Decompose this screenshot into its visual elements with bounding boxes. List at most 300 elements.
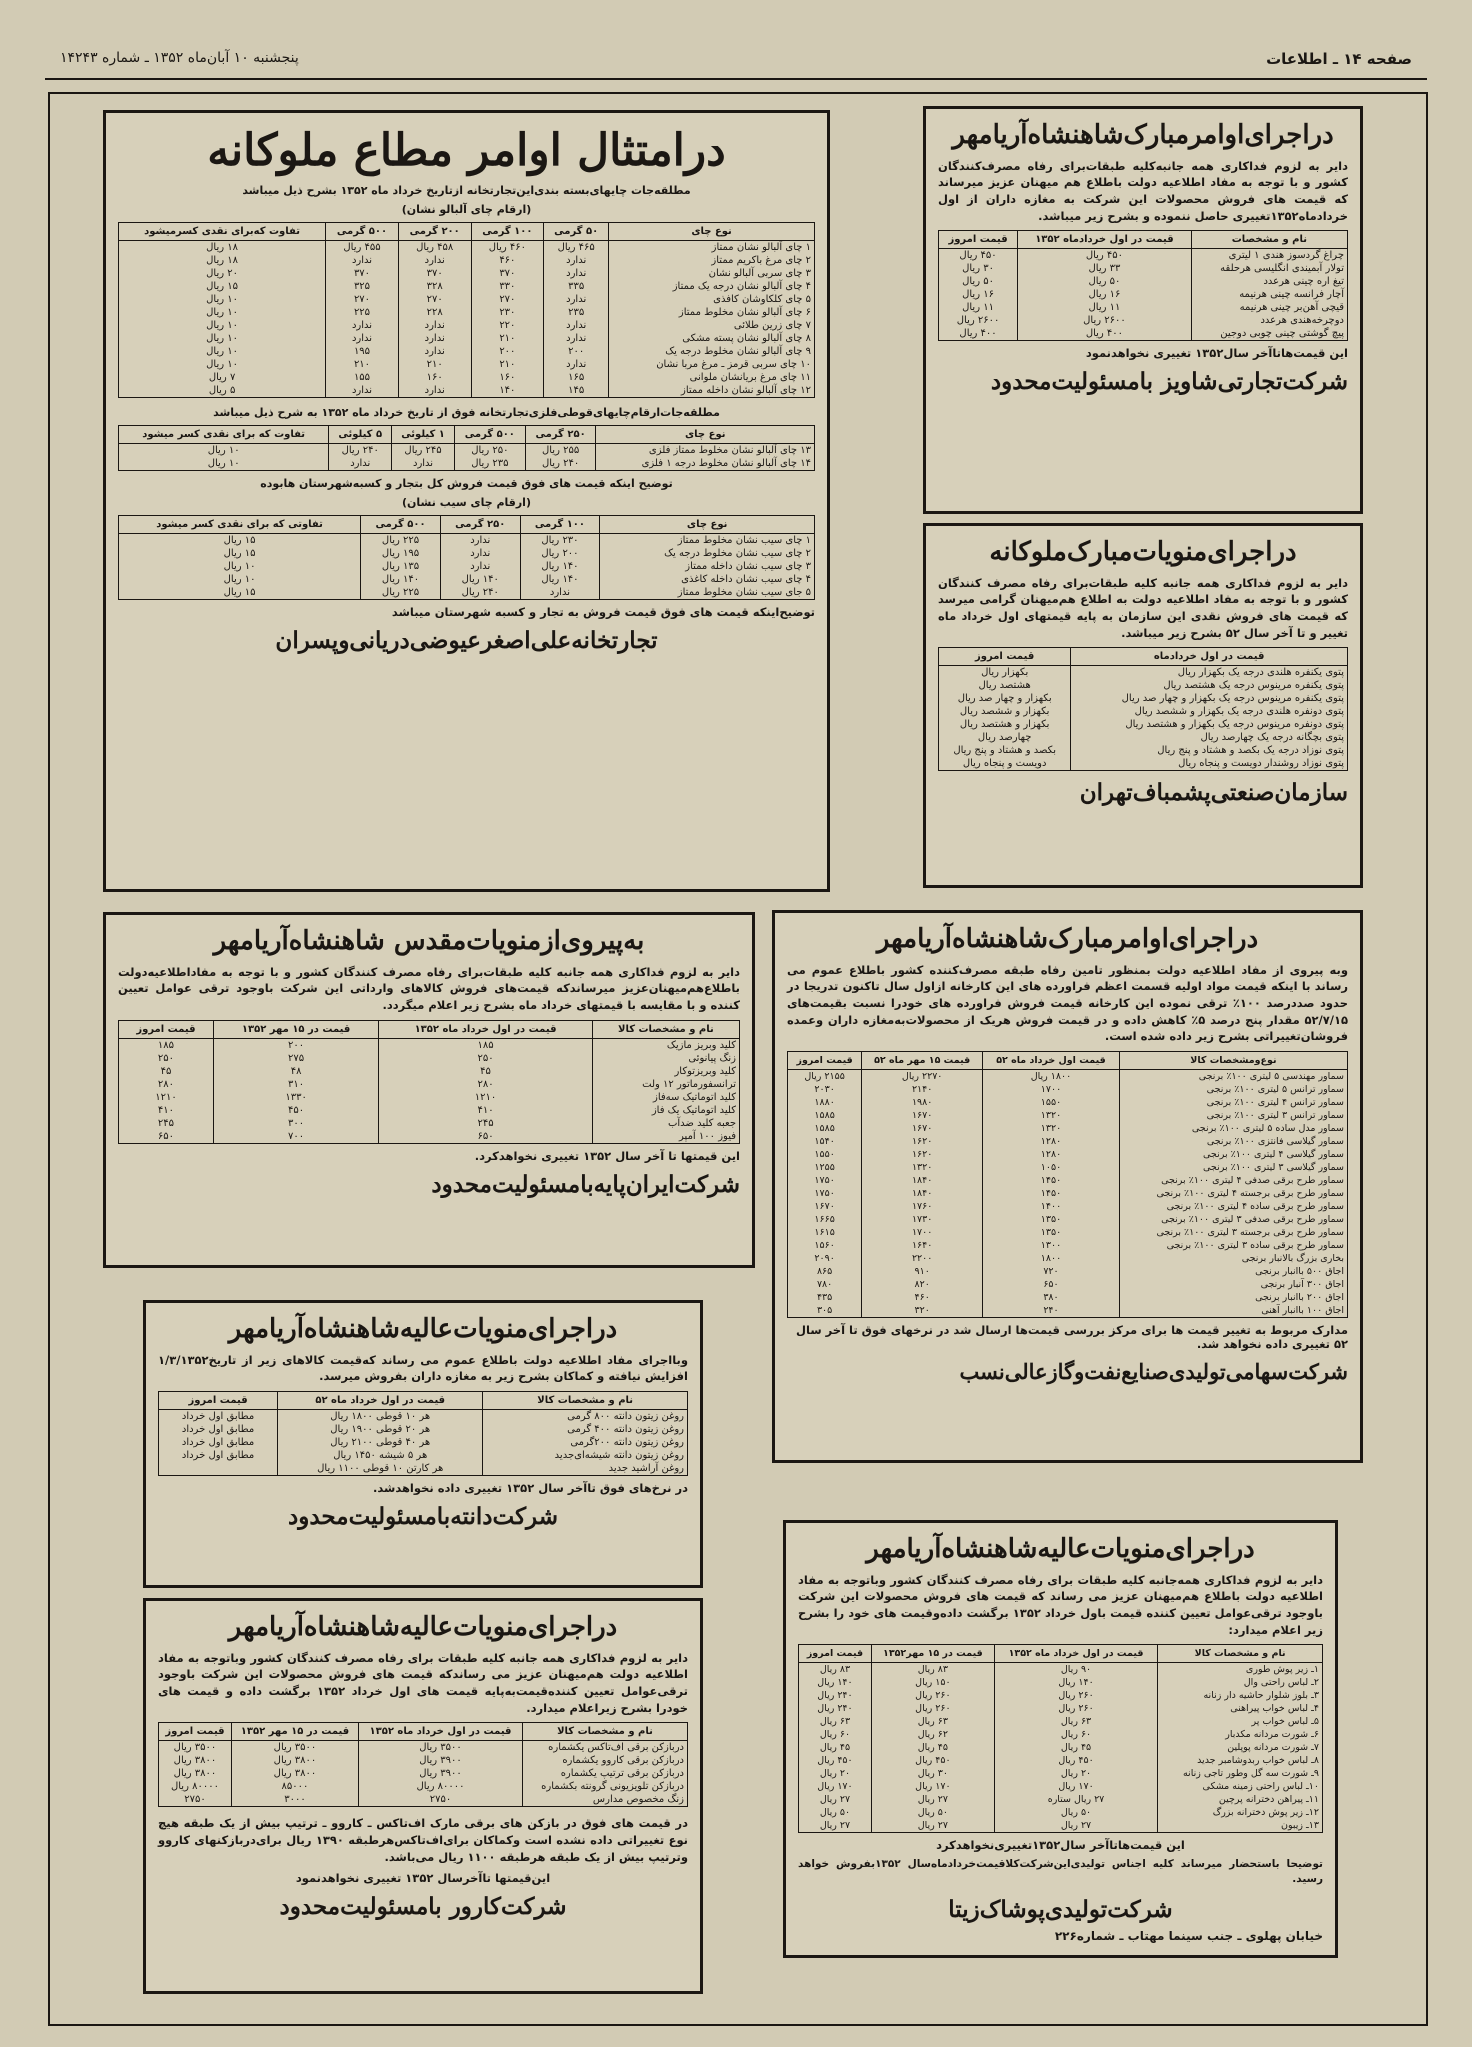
price-cell: ندارد bbox=[544, 332, 609, 345]
ad-tea-note-1: توضیح اینکه قیمت های فوق قیمت فروش کل بتجار و کسبه‌شهرستان هابوده bbox=[260, 477, 673, 490]
table-row bbox=[939, 288, 1348, 301]
price-cell: ۱۰ ریال bbox=[207, 458, 240, 469]
price-cell: ۳۰۰ bbox=[213, 1117, 378, 1130]
table-row bbox=[159, 1754, 688, 1767]
price-cell: ۲۷ ریال ستاره bbox=[994, 1793, 1157, 1806]
table-header: ۵۰۰ گرمی bbox=[361, 516, 441, 534]
price-cell: ۱۲۵۵ bbox=[814, 1161, 835, 1173]
table-header: قیمت در ۱۵ مهر ۱۳۵۲ bbox=[213, 1020, 378, 1038]
table-row bbox=[939, 249, 1348, 263]
oil-table-body bbox=[159, 1409, 688, 1475]
price-cell: ۲۰ ریال bbox=[994, 1767, 1157, 1780]
price-cell: ۳۰ ریال bbox=[962, 263, 994, 275]
price-cell: مطابق اول خرداد bbox=[181, 1410, 255, 1422]
table-header: نام و مشخصات کالا bbox=[1158, 1645, 1323, 1663]
price-cell: ۲۲۵ bbox=[326, 306, 399, 319]
table-header-row bbox=[939, 231, 1348, 249]
table-row bbox=[119, 280, 815, 293]
table-row bbox=[799, 1741, 1323, 1754]
item-name-cell: پتوی نوزاد درجه یک بکصد و هشتاد و پنج ریال bbox=[1071, 744, 1348, 757]
price-cell: ندارد bbox=[326, 384, 399, 398]
price-cell: ۲۱۰ bbox=[471, 332, 544, 345]
item-name-cell: فیوز ۱۰۰ آمپر bbox=[592, 1130, 739, 1144]
item-name-cell: پتوی بچگانه درجه یک چهارصد ریال bbox=[1071, 731, 1348, 744]
ad-zipper-title: به‌پیروی‌از‌منویات‌مقدس شاهنشاه‌آریامهر bbox=[213, 926, 645, 956]
price-cell: ۲۲۰ bbox=[471, 319, 544, 332]
item-name-cell: تولار آبمیندی انگلیسی هرحلقه bbox=[1191, 262, 1347, 275]
table-header: قیمت امروز bbox=[788, 1051, 862, 1069]
table-row bbox=[939, 301, 1348, 314]
ad-pashmbaf-signature: سازمان‌صنعتی‌پشمباف‌تهران bbox=[1079, 779, 1348, 807]
table-header: قیمت امروز bbox=[939, 231, 1018, 249]
table-header-row bbox=[119, 223, 815, 241]
item-name-cell: ۱۲ چای آلبالو نشان داخله ممتاز bbox=[609, 384, 815, 398]
price-cell: ۱۷۳۰ bbox=[862, 1213, 983, 1226]
ad-carver-signature: شرکت‌کارور بامسئولیت‌محدود bbox=[279, 1893, 567, 1921]
price-cell: ۸۵۰۰۰ bbox=[231, 1780, 358, 1793]
price-cell: ۳۷۰ bbox=[398, 267, 471, 280]
table-row bbox=[119, 1065, 740, 1078]
pashmbaf-table bbox=[938, 647, 1348, 771]
ad-tea-title: درامتثال اوامر مطاع ملوکانه bbox=[207, 125, 726, 176]
price-cell: ۸۶۵ bbox=[816, 1265, 833, 1277]
price-cell: ۲۱۰ bbox=[398, 358, 471, 371]
price-cell: ۲۰۰ bbox=[213, 1038, 378, 1052]
item-name-cell: ۴ـ لباس خواب پیراهنی bbox=[1158, 1702, 1323, 1715]
item-name-cell: ۱۲ـ زیر پوش دخترانه بزرگ bbox=[1158, 1806, 1323, 1819]
table-header: ۲۵۰ گرمی bbox=[525, 426, 596, 444]
table-header: قیمت در ۱۵ مهر ۱۳۵۲ bbox=[231, 1723, 358, 1741]
price-cell: ۱۹۵ ریال bbox=[361, 547, 441, 560]
price-cell: ۴۶۰ bbox=[471, 254, 544, 267]
table-row bbox=[799, 1754, 1323, 1767]
item-name-cell: اجاق ۳۰۰ آنبار برنجی bbox=[1119, 1278, 1347, 1291]
clothing-table-body bbox=[799, 1663, 1323, 1833]
table-row bbox=[799, 1676, 1323, 1689]
table-header-row bbox=[799, 1645, 1323, 1663]
table-header: ۵۰ گرمی bbox=[544, 223, 609, 241]
tea-table-2 bbox=[118, 425, 815, 471]
price-cell: بکصد و هشتاد و پنج ریال bbox=[953, 745, 1056, 757]
price-cell: ۴۳۵ bbox=[816, 1291, 833, 1303]
table-header: ۱۰۰ گرمی bbox=[471, 223, 544, 241]
table-row bbox=[159, 1462, 688, 1476]
item-name-cell: ۶ـ شورت مردانه مکدبار bbox=[1158, 1728, 1323, 1741]
item-name-cell: قیچی آهن‌بر چینی هرنیمه bbox=[1191, 301, 1347, 314]
price-cell: ۱۰ ریال bbox=[207, 445, 240, 456]
table-row bbox=[799, 1793, 1323, 1806]
price-cell: ۱۶۷۰ bbox=[862, 1122, 983, 1135]
carver-table bbox=[158, 1722, 688, 1807]
price-cell: ۳۸۰۰ ریال bbox=[173, 1768, 217, 1780]
price-cell: ۶۵۰ bbox=[157, 1130, 175, 1142]
price-cell: ۲۸۰ bbox=[379, 1078, 592, 1091]
price-cell: ۱۴۰۰ bbox=[983, 1200, 1120, 1213]
table-header: قیمت امروز bbox=[119, 1020, 214, 1038]
price-cell: ۱۰ ریال bbox=[206, 333, 238, 344]
price-cell: ۲۵۰ bbox=[379, 1052, 592, 1065]
table-row bbox=[788, 1069, 1348, 1083]
table-row bbox=[799, 1715, 1323, 1728]
table-row bbox=[119, 1052, 740, 1065]
ad-samovar-body: وبه پیروی از مفاد اطلاعیه دولت بمنظور تامین رفاه طبقه مصرف‌کننده کشور باطلاع عموم می رساند با اینکه قیمت مواد اولیه قسمت اعظم فراورده های این کارخانه ازاول سال تاکنون تدریجا در حدود صددرصد ۱۰۰٪ ترقی نموده این کارخانه قیمت فروش فراورده های خودرا نسبت بقیمت‌های ۵۲/۷/۱۵ مقدار پنج درصد ۵٪ کاهش داده و در قیمت فروش هریک از محصولات‌به‌مغازه داران وعمده فروشان‌تغییراتی بشرح زیر داده شده است. bbox=[787, 962, 1348, 1044]
table-row bbox=[788, 1265, 1348, 1278]
item-name-cell: اجاق ۱۰۰ باانبار آهنی bbox=[1119, 1304, 1347, 1318]
item-name-cell: ۴ چای آلبالو نشان درجه یک ممتاز bbox=[609, 280, 815, 293]
table-header-row bbox=[939, 648, 1348, 666]
price-cell: ۲۴۰ ریال bbox=[817, 1703, 853, 1715]
table-row bbox=[939, 314, 1348, 327]
price-cell: ۲۷۵۰ bbox=[359, 1793, 523, 1807]
table-row bbox=[119, 573, 815, 586]
table-row bbox=[119, 1130, 740, 1144]
table-row bbox=[939, 327, 1348, 341]
ad-carver-body-2: در قیمت های فوق در بازکن های برقی مارک اف‌تاکس ـ کاروو ـ ترتیپ بیش از یک طبقه هیچ نوع تغییراتی داده نشده است وکماکان برای‌اف‌تاکس‌هرطبقه ۱۳۹۰ ریال برای‌دربازکنهای کاروو وترتیپ بیش از یک طبقه هرطبقه ۱۱۰۰ ریال می‌باشد. bbox=[158, 1816, 688, 1864]
price-cell: ۲۸۰ bbox=[157, 1078, 175, 1090]
ad-tea bbox=[103, 110, 830, 892]
price-cell: ۱۸۵ bbox=[379, 1038, 592, 1052]
item-name-cell: روغن زیتون دانته ۲۰۰گرمی bbox=[483, 1436, 688, 1449]
samovar-table bbox=[787, 1051, 1348, 1318]
price-cell: ۱۵ ریال bbox=[223, 535, 256, 546]
table-header: نام و مشخصات bbox=[1191, 231, 1347, 249]
price-cell: ۲۳۵ bbox=[544, 306, 609, 319]
price-cell: ۴۶۰ ریال bbox=[471, 241, 544, 255]
price-cell: ۱۲۱۰ bbox=[379, 1091, 592, 1104]
price-cell: ۵ ریال bbox=[208, 385, 236, 396]
price-cell: ندارد bbox=[398, 254, 471, 267]
table-row bbox=[119, 306, 815, 319]
table-row bbox=[788, 1252, 1348, 1265]
price-cell: ۱۰ ریال bbox=[206, 320, 238, 331]
ad-lamp bbox=[923, 106, 1363, 514]
price-cell: ۳۹۰۰ ریال bbox=[359, 1754, 523, 1767]
price-cell: ۱۴۰ ریال bbox=[520, 573, 600, 586]
price-cell: ندارد bbox=[326, 254, 399, 267]
price-cell: بکهزار و ششصد ریال bbox=[959, 706, 1050, 718]
table-row bbox=[799, 1728, 1323, 1741]
table-header: ۱۰۰ گرمی bbox=[520, 516, 600, 534]
table-header: نوع چای bbox=[609, 223, 815, 241]
zipper-table bbox=[118, 1020, 740, 1144]
price-cell: ۸۳ ریال bbox=[819, 1664, 851, 1676]
price-cell: ۳۱۰ bbox=[213, 1078, 378, 1091]
price-cell: ۳۳ ریال bbox=[1018, 262, 1192, 275]
price-cell: ۳۲۸ bbox=[398, 280, 471, 293]
ad-tea-brand: (ارقام چای آلبالو نشان) bbox=[401, 203, 532, 216]
table-row bbox=[119, 319, 815, 332]
price-cell: ۱۵۵۰ bbox=[814, 1148, 835, 1160]
ad-tea-note-2: توضیح‌اینکه قیمت های فوق قیمت فروش به تجار و کسبه شهرستان میباشد bbox=[391, 605, 815, 619]
price-cell: ۶۳ ریال bbox=[871, 1715, 994, 1728]
price-cell: ۳۵۰۰ ریال bbox=[173, 1742, 217, 1754]
item-name-cell: جعبه کلید ضدآب bbox=[592, 1117, 739, 1130]
item-name-cell: سماور ترانس ۳ لیتری ۱۰۰٪ برنجی bbox=[1119, 1109, 1347, 1122]
table-row bbox=[788, 1083, 1348, 1096]
price-cell: ۱۶۵ bbox=[544, 371, 609, 384]
table-row bbox=[119, 1091, 740, 1104]
table-header: نام و مشخصات کالا bbox=[592, 1020, 739, 1038]
oil-table bbox=[158, 1391, 688, 1476]
table-row bbox=[799, 1780, 1323, 1793]
price-cell: ۱۷۰ ریال bbox=[994, 1780, 1157, 1793]
ad-zipper bbox=[103, 912, 755, 1268]
price-cell: ۱۶ ریال bbox=[962, 289, 994, 301]
price-cell: ۲۳۰ ریال bbox=[520, 534, 600, 548]
item-name-cell: تیغ اره چینی هرعدد bbox=[1191, 275, 1347, 288]
price-cell: ۱۸ ریال bbox=[206, 242, 238, 253]
item-name-cell: اجاق ۲۰۰ باانبار برنجی bbox=[1119, 1291, 1347, 1304]
table-row bbox=[788, 1213, 1348, 1226]
table-row bbox=[119, 444, 815, 458]
item-name-cell: ۶ چای آلبالو نشان مخلوط ممتاز bbox=[609, 306, 815, 319]
item-name-cell: ۲ چای سیب نشان مخلوط درجه یک bbox=[600, 547, 815, 560]
price-cell: ۱۰ ریال bbox=[206, 307, 238, 318]
table-row bbox=[788, 1200, 1348, 1213]
price-cell: ندارد bbox=[326, 332, 399, 345]
item-name-cell: ۳ـ بلوز شلوار حاشیه دار زنانه bbox=[1158, 1689, 1323, 1702]
price-cell: هر ۴۰ قوطی ۲۱۰۰ ریال bbox=[278, 1436, 483, 1449]
price-cell: ۴۱۰ bbox=[157, 1104, 175, 1116]
price-cell: ندارد bbox=[326, 319, 399, 332]
item-name-cell: دربازکن تلویزیونی گرونته بکشماره bbox=[522, 1780, 687, 1793]
table-row bbox=[119, 254, 815, 267]
lamp-table-body bbox=[939, 249, 1348, 341]
table-header: تفاوت که برای نقدی کسر میشود bbox=[119, 426, 329, 444]
item-name-cell: پتوی دونفره هلندی درجه یک بکهزار و ششصد ریال bbox=[1071, 705, 1348, 718]
table-row bbox=[939, 692, 1348, 705]
price-cell: ۴۵۰ ریال bbox=[817, 1755, 853, 1767]
price-cell: ۱۵۵ bbox=[326, 371, 399, 384]
table-header: قیمت اول خرداد ماه ۵۲ bbox=[983, 1051, 1120, 1069]
price-cell: ۴۶۰ bbox=[862, 1291, 983, 1304]
item-name-cell: دربازکن برقی ترتیپ یکشماره bbox=[522, 1767, 687, 1780]
price-cell: ۳۷۰ bbox=[471, 267, 544, 280]
table-row bbox=[119, 371, 815, 384]
table-header: قیمت در اول خرداد‌ماه ۱۳۵۲ bbox=[1018, 231, 1192, 249]
table-header: ۵۰۰ گرمی bbox=[326, 223, 399, 241]
table-row bbox=[799, 1689, 1323, 1702]
price-cell: ۱۶۷۰ bbox=[814, 1200, 835, 1212]
table-row bbox=[939, 718, 1348, 731]
table-row bbox=[159, 1767, 688, 1780]
table-row bbox=[788, 1122, 1348, 1135]
price-cell: ۱۰ ریال bbox=[223, 561, 256, 572]
price-cell: ۲۴۵ ریال bbox=[392, 444, 455, 458]
price-cell: ۳۸۰۰ ریال bbox=[231, 1754, 358, 1767]
item-name-cell: پتوی یکنفره مرینوس درجه یک هشتصد ریال bbox=[1071, 679, 1348, 692]
table-header: تفاوت که‌برای نقدی کسرمیشود bbox=[119, 223, 326, 241]
table-header: قیمت در اول خرداد ماه ۵۲ bbox=[278, 1391, 483, 1409]
ad-clothing-note: این قیمت‌هاتاآخر سال۱۳۵۲تغییری‌نخواهدکرد bbox=[936, 1838, 1185, 1853]
price-cell: ۱۲۸۰ bbox=[983, 1148, 1120, 1161]
table-header: ۱ کیلوئی bbox=[392, 426, 455, 444]
price-cell: ۴۵۰ ریال bbox=[871, 1754, 994, 1767]
price-cell: ۳۲۵ bbox=[326, 280, 399, 293]
table-row bbox=[119, 534, 815, 548]
price-cell: ۳۰۵ bbox=[816, 1304, 833, 1316]
ad-carver-title: دراجرای‌منویات‌عالیه‌شاهنشاه‌آریامهر bbox=[228, 1612, 618, 1642]
price-cell: ۴۵ ریال bbox=[994, 1741, 1157, 1754]
price-cell: ۱۴۰ ریال bbox=[994, 1676, 1157, 1689]
table-row bbox=[159, 1436, 688, 1449]
price-cell: ۲۵۰ bbox=[157, 1052, 175, 1064]
price-cell: ۶۲ ریال bbox=[871, 1728, 994, 1741]
ad-oil-title: دراجرای‌منویات‌عالیه‌شاهنشاه‌آریامهر bbox=[228, 1314, 618, 1344]
price-cell: ۱۰ ریال bbox=[206, 294, 238, 305]
price-cell: ۱۴۰ ریال bbox=[817, 1677, 853, 1689]
ad-samovar-note: مدارک مربوط به تغییر قیمت ها برای مرکز بررسی قیمت‌ها ارسال شد در نرخهای فوق تا آخر سال ۵۲ تغییری داده نخواهد شد. bbox=[796, 1322, 1348, 1351]
ad-zipper-body: دایر به لزوم فداکاری همه جانبه کلیه طبقات‌برای رفاه مصرف کنندگان کشور و با توجه به مفاداطلاعیه‌دولت باطلاع‌هم‌میهنان‌عزیز میرساندکه قیمت‌های فروش کالاهای وارداتی این شرکت باوجود ترقی عوامل تعیین کننده و با مقایسه با قیمتهای خرداد ماه بشرح زیر اعلام میگردد. bbox=[118, 964, 740, 1012]
item-name-cell: ترانسفورماتور ۱۲ ولت bbox=[592, 1078, 739, 1091]
price-cell: ۷ ریال bbox=[208, 372, 236, 383]
price-cell: ۱۴۰ ریال bbox=[440, 573, 520, 586]
table-row bbox=[788, 1161, 1348, 1174]
item-name-cell: ۱ چای سیب نشان مخلوط ممتاز bbox=[600, 534, 815, 548]
price-cell: ۱۴۵۰ bbox=[983, 1187, 1120, 1200]
table-row bbox=[788, 1148, 1348, 1161]
price-cell: ۱۶ ریال bbox=[1018, 288, 1192, 301]
price-cell: ۲۷ ریال bbox=[994, 1819, 1157, 1833]
table-row bbox=[799, 1702, 1323, 1715]
price-cell: ۲۳۰ bbox=[471, 306, 544, 319]
price-cell: ۱۶۶۵ bbox=[814, 1213, 835, 1225]
price-cell: ۱۹۵ bbox=[326, 345, 399, 358]
price-cell: ۱۸۰۰ bbox=[983, 1252, 1120, 1265]
table-header: قیمت در اول خرداد ماه ۱۳۵۲ bbox=[994, 1645, 1157, 1663]
price-cell: ۲۲۸ bbox=[398, 306, 471, 319]
price-cell: ندارد bbox=[440, 547, 520, 560]
item-name-cell: چراغ گردسوز هندی ۱ لیتری bbox=[1191, 249, 1347, 263]
price-cell: ۲۷۵ bbox=[213, 1052, 378, 1065]
table-header: نوع چای bbox=[596, 426, 815, 444]
price-cell: ۴۵ bbox=[379, 1065, 592, 1078]
table-row bbox=[788, 1096, 1348, 1109]
ad-clothing-address: خیابان پهلوی ـ جنب سینما مهتاب ـ شماره۲۲۶ bbox=[1054, 1928, 1323, 1943]
table-header-row bbox=[788, 1051, 1348, 1069]
price-cell: ندارد bbox=[440, 560, 520, 573]
table-header: ۵ کیلوئی bbox=[329, 426, 392, 444]
price-cell: ۱۳۲۰ bbox=[862, 1161, 983, 1174]
ad-zipper-note: این قیمتها تا آخر سال ۱۳۵۲ تغییری نخواهدکرد. bbox=[474, 1148, 740, 1163]
item-name-cell: ۱۰ـ لباس راحتی زمینه مشکی bbox=[1158, 1780, 1323, 1793]
price-cell: ۲۲۵ ریال bbox=[361, 586, 441, 600]
item-name-cell: دربازکن برقی اف‌تاکس یکشماره bbox=[522, 1741, 687, 1755]
price-cell: ۶۵۰ bbox=[983, 1278, 1120, 1291]
item-name-cell: سماور مدل ساده ۵ لیتری ۱۰۰٪ برنجی bbox=[1119, 1122, 1347, 1135]
price-cell: هشتصد ریال bbox=[978, 680, 1031, 692]
price-cell: ۱۳۳۰ bbox=[213, 1091, 378, 1104]
price-cell: ۱۵۶۰ bbox=[814, 1239, 835, 1251]
price-cell: ۱۴۰ ریال bbox=[361, 573, 441, 586]
price-cell: ۲۰۰ bbox=[544, 345, 609, 358]
price-cell: ۸۳ ریال bbox=[871, 1663, 994, 1677]
item-name-cell: ۱ـ زیر پوش طوری bbox=[1158, 1663, 1323, 1677]
item-name-cell: بخاری بزرگ بالانبار برنجی bbox=[1119, 1252, 1347, 1265]
price-cell: ۲۶۰ ریال bbox=[871, 1702, 994, 1715]
table-header-row bbox=[159, 1391, 688, 1409]
price-cell: ۲۴۰ bbox=[983, 1304, 1120, 1318]
price-cell: ۳۸۰ bbox=[983, 1291, 1120, 1304]
price-cell: ۲۷ ریال bbox=[871, 1819, 994, 1833]
table-row bbox=[939, 262, 1348, 275]
table-row bbox=[159, 1780, 688, 1793]
price-cell: ۴۶۵ ریال bbox=[544, 241, 609, 255]
table-row bbox=[799, 1819, 1323, 1833]
price-cell: ۳۰۰۰ bbox=[231, 1793, 358, 1807]
price-cell: ۳۸۰۰ ریال bbox=[173, 1755, 217, 1767]
item-name-cell: ۱۳ـ زیبون bbox=[1158, 1819, 1323, 1833]
item-name-cell: پیچ گوشتی چینی چوبی دوجین bbox=[1191, 327, 1347, 341]
item-name-cell: ۷ چای زرین طلائی bbox=[609, 319, 815, 332]
price-cell: ۴۵ bbox=[160, 1065, 172, 1077]
item-name-cell: روغن زیتون دانته شیشه‌ای‌جدید bbox=[483, 1449, 688, 1462]
table-row bbox=[939, 757, 1348, 771]
table-header: قیمت امروز bbox=[799, 1645, 872, 1663]
item-name-cell: ۵ چای کلکاوشان کافذی bbox=[609, 293, 815, 306]
item-name-cell: ۷ـ شورت مردانه پوپلین bbox=[1158, 1741, 1323, 1754]
price-cell: ۱۵ ریال bbox=[223, 587, 256, 598]
price-cell: ۱۰ ریال bbox=[206, 346, 238, 357]
price-cell: هر ۵ شیشه ۱۴۵۰ ریال bbox=[278, 1449, 483, 1462]
price-cell: ۲۶۰ ریال bbox=[994, 1702, 1157, 1715]
table-header: نوع‌و‌مشخصات کالا bbox=[1119, 1051, 1347, 1069]
price-cell: ۲۶۰۰ ریال bbox=[1018, 314, 1192, 327]
price-cell: ۱۷۵۰ bbox=[814, 1174, 835, 1186]
table-header: قیمت در ۱۵ مهر۱۳۵۲ bbox=[871, 1645, 994, 1663]
price-cell: ۱۶۰ bbox=[398, 371, 471, 384]
item-name-cell: سماور طرح برقی ساده ۳ لیتری ۱۰۰٪ برنجی bbox=[1119, 1239, 1347, 1252]
table-row bbox=[119, 457, 815, 471]
price-cell: ۳۹۰۰ ریال bbox=[359, 1767, 523, 1780]
price-cell: ۷۸۰ bbox=[816, 1278, 833, 1290]
price-cell: ۲۱۰ bbox=[326, 358, 399, 371]
table-header: قیمت امروز bbox=[159, 1391, 278, 1409]
price-cell: ۴۵۰ ریال bbox=[959, 250, 997, 262]
price-cell: ندارد bbox=[520, 586, 600, 600]
price-cell: ندارد bbox=[544, 254, 609, 267]
price-cell: ۱۵۰ ریال bbox=[871, 1676, 994, 1689]
price-cell: ۲۴۰ ریال bbox=[817, 1690, 853, 1702]
price-cell: ۵۰ ریال bbox=[962, 276, 994, 288]
ad-clothing-body: دایر به لزوم فداکاری همه‌جانبه کلیه طبقات برای رفاه مصرف کنندگان کشور وباتوجه به مفاد اطلاعیه دولت باطلاع هم‌میهنان عزیز می رساند که قیمت های فروش محصولات این شرکت باوجود ترقی‌عوامل تعیین کننده قیمت باول خرداد ۱۳۵۲ برگشت داده‌وقیمت های خود را بشرح زیر اعلام میدارد: bbox=[798, 1572, 1323, 1637]
table-row bbox=[788, 1239, 1348, 1252]
price-cell: ۲۲۷۰ ریال bbox=[862, 1069, 983, 1083]
lamp-table bbox=[938, 230, 1348, 341]
table-row bbox=[939, 275, 1348, 288]
item-name-cell: دوچرخه‌هندی هرعدد bbox=[1191, 314, 1347, 327]
price-cell: ۲۲۵ ریال bbox=[361, 534, 441, 548]
item-name-cell: دربازکن برقی کاروو یکشماره bbox=[522, 1754, 687, 1767]
ad-carver bbox=[143, 1598, 703, 1994]
price-cell: ۴۵۰ bbox=[213, 1104, 378, 1117]
price-cell: ندارد bbox=[398, 345, 471, 358]
table-header: نوع چای bbox=[600, 516, 815, 534]
price-cell: ندارد bbox=[544, 319, 609, 332]
price-cell: ۹۰ ریال bbox=[994, 1663, 1157, 1677]
item-name-cell: سماور گیلاسی ۴ لیتری ۱۰۰٪ برنجی bbox=[1119, 1148, 1347, 1161]
table-row bbox=[788, 1304, 1348, 1318]
table-row bbox=[939, 744, 1348, 757]
price-cell: ۴۵۰ ریال bbox=[994, 1754, 1157, 1767]
table-row bbox=[119, 1117, 740, 1130]
item-name-cell: آچار فرانسه چینی هرنیمه bbox=[1191, 288, 1347, 301]
table-header-row bbox=[119, 1020, 740, 1038]
price-cell: ۲۴۰ ریال bbox=[440, 586, 520, 600]
table-header-row bbox=[159, 1723, 688, 1741]
price-cell: ۱۶۱۵ bbox=[814, 1226, 835, 1238]
tea-table-1-body bbox=[119, 241, 815, 398]
